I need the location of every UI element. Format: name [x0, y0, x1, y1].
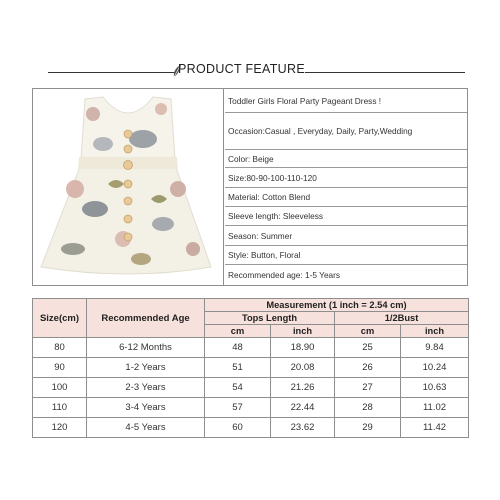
table-row — [33, 418, 469, 438]
table-row — [33, 338, 469, 358]
header-rule-left — [48, 72, 178, 73]
feature-occasion: Occasion:Casual , Everyday, Daily, Party,Wedding — [225, 113, 467, 150]
header-unit-cm: cm — [335, 325, 401, 338]
cell-bust-cm: 27 — [335, 378, 401, 398]
cell-bust-cm: 25 — [335, 338, 401, 358]
cell-size: 120 — [33, 418, 87, 438]
cell-age: 4-5 Years — [87, 418, 205, 438]
product-feature-panel — [32, 88, 468, 286]
header-size: Size(cm) — [33, 299, 87, 338]
cell-size: 90 — [33, 358, 87, 378]
cell-age: 6-12 Months — [87, 338, 205, 358]
cell-bust-cm: 28 — [335, 398, 401, 418]
cell-length-cm: 60 — [205, 418, 271, 438]
feature-color: Color: Beige — [225, 150, 467, 168]
product-photo — [33, 89, 224, 285]
header-unit-cm: cm — [205, 325, 271, 338]
cell-bust-inch: 11.02 — [401, 398, 469, 418]
cell-length-inch: 21.26 — [271, 378, 335, 398]
cell-bust-inch: 10.24 — [401, 358, 469, 378]
cell-length-inch: 23.62 — [271, 418, 335, 438]
cell-size: 100 — [33, 378, 87, 398]
feature-age: Recommended age: 1-5 Years — [228, 270, 341, 280]
cell-length-inch: 22.44 — [271, 398, 335, 418]
cell-length-inch: 20.08 — [271, 358, 335, 378]
feature-season: Season: Summer — [225, 226, 467, 246]
dress-image — [33, 89, 222, 285]
header-measurement: Measurement (1 inch = 2.54 cm) — [205, 299, 469, 312]
cell-bust-inch: 10.63 — [401, 378, 469, 398]
size-chart-table — [32, 298, 469, 438]
cell-size: 110 — [33, 398, 87, 418]
feature-material: Material: Cotton Blend — [225, 188, 467, 207]
header-rule-right — [305, 72, 465, 73]
cell-age: 3-4 Years — [87, 398, 205, 418]
feature-title: Toddler Girls Floral Party Pageant Dress ! — [225, 89, 467, 113]
header-age: Recommended Age — [87, 299, 205, 338]
cell-length-cm: 48 — [205, 338, 271, 358]
table-row — [33, 358, 469, 378]
cell-bust-inch: 11.42 — [401, 418, 469, 438]
section-title: PRODUCT FEATURE — [178, 62, 305, 76]
cell-length-cm: 51 — [205, 358, 271, 378]
feature-sleeve: Sleeve length: Sleeveless — [225, 207, 467, 226]
table-row — [33, 378, 469, 398]
header-unit-inch: inch — [271, 325, 335, 338]
cell-bust-cm: 29 — [335, 418, 401, 438]
cell-bust-inch: 9.84 — [401, 338, 469, 358]
cell-age: 1-2 Years — [87, 358, 205, 378]
cell-length-cm: 54 — [205, 378, 271, 398]
cell-age: 2-3 Years — [87, 378, 205, 398]
header-half-bust: 1/2Bust — [335, 312, 469, 325]
cell-bust-cm: 26 — [335, 358, 401, 378]
cell-size: 80 — [33, 338, 87, 358]
cell-length-cm: 57 — [205, 398, 271, 418]
feature-list — [225, 89, 467, 285]
header-unit-inch: inch — [401, 325, 469, 338]
cell-length-inch: 18.90 — [271, 338, 335, 358]
feature-size: Size:80-90-100-110-120 — [225, 168, 467, 188]
feature-style: Style: Button, Floral — [225, 246, 467, 265]
header-tops-length: Tops Length — [205, 312, 335, 325]
table-row — [33, 398, 469, 418]
